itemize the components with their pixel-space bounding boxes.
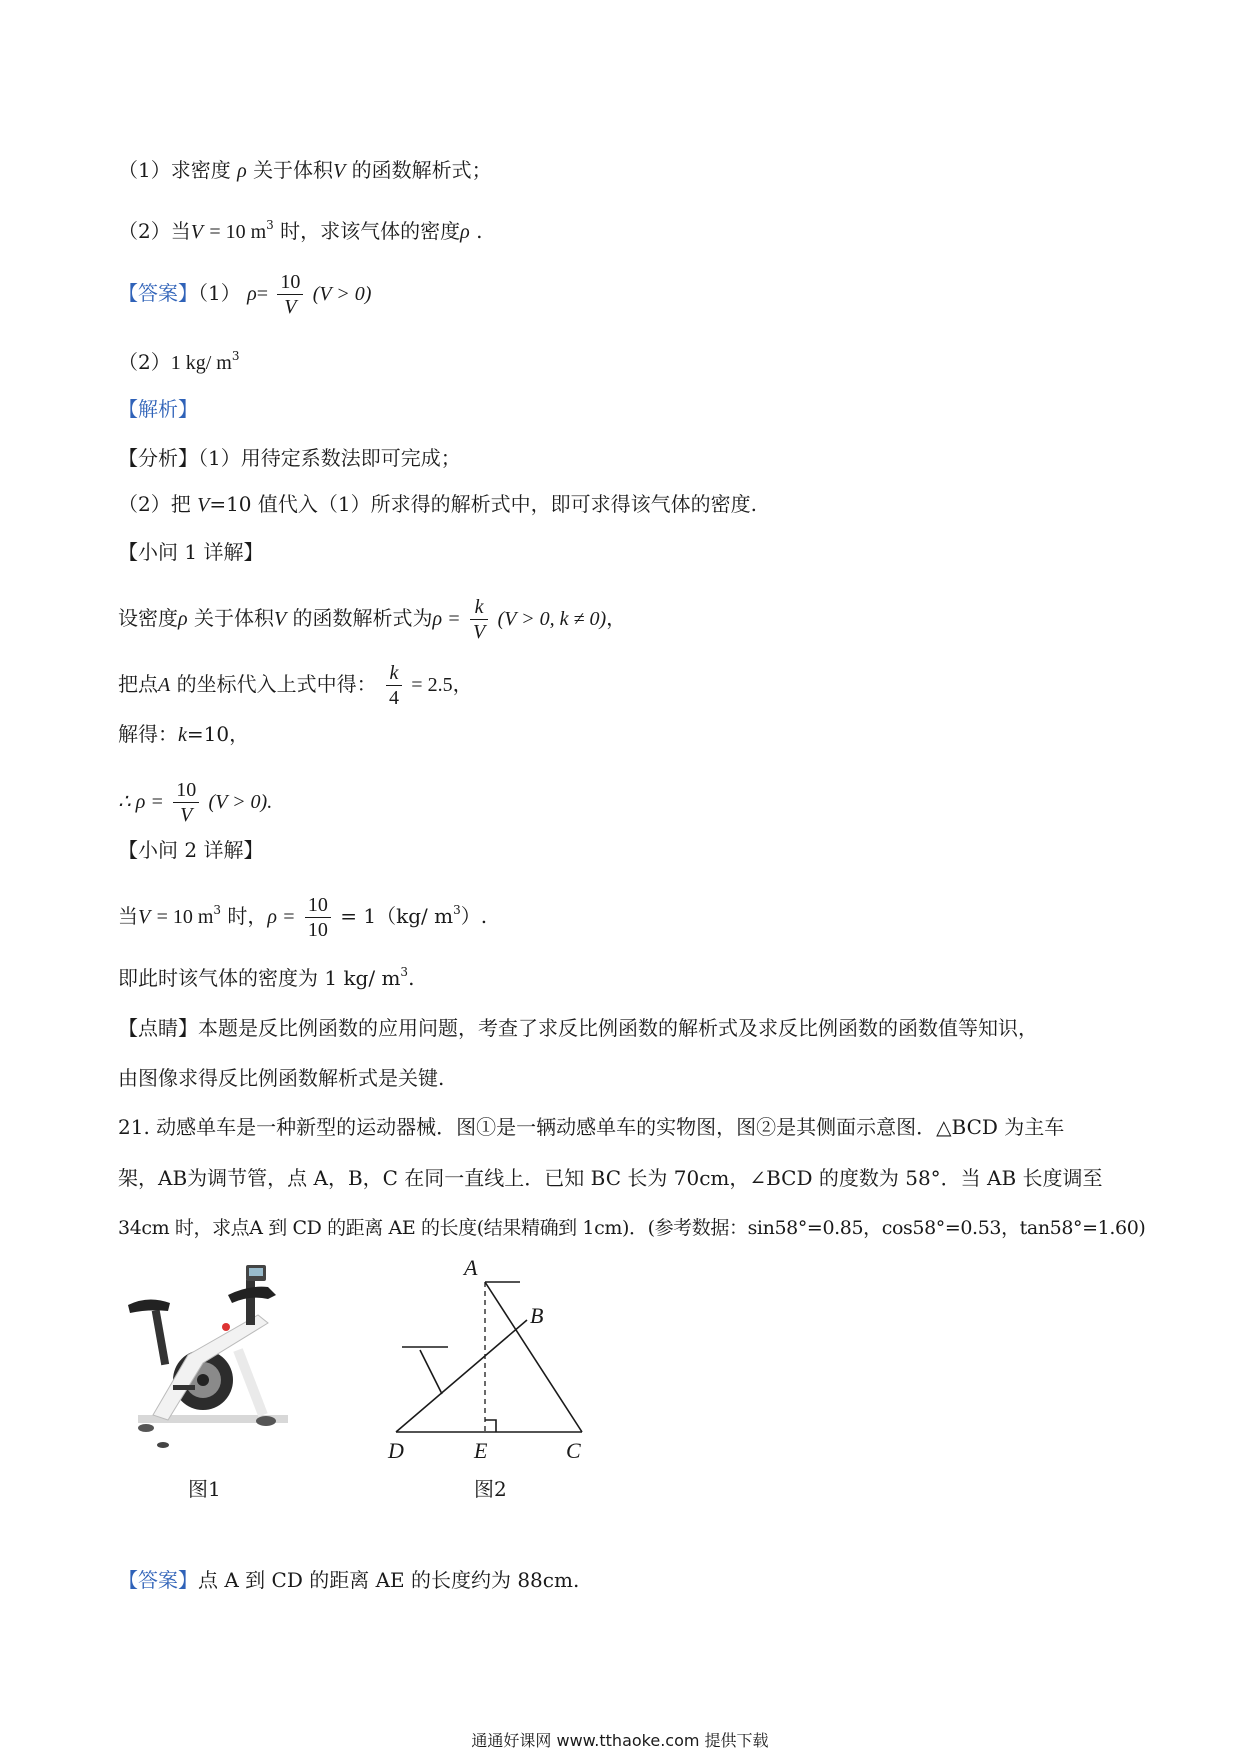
- exercise-bike-image: [118, 1255, 318, 1450]
- figure2-caption: 图2: [474, 1477, 507, 1501]
- fraction: $\frac{10}{V}$: [277, 270, 303, 319]
- label-d: D: [388, 1438, 404, 1463]
- sub2-line2: 即此时该气体的密度为 1 kg/ $m^3$.: [118, 965, 415, 990]
- analysis-tag: 【解析】: [118, 397, 198, 421]
- q21-line1: 21. 动感单车是一种新型的运动器械．图①是一辆动感单车的实物图，图②是其侧面示意图．△BCD 为主车: [118, 1115, 1065, 1139]
- sub2-title: 【小问 2 详解】: [118, 838, 264, 862]
- fraction: $\frac{10}{10}$: [305, 893, 331, 942]
- dianjing-line1: 【点睛】本题是反比例函数的应用问题，考查了求反比例函数的解析式及求反比例函数的函数值等知识，: [118, 1016, 1038, 1040]
- geometry-diagram: [380, 1250, 610, 1465]
- q20-part1: （1）求密度 ρ 关于体积V 的函数解析式；: [118, 158, 492, 182]
- sub1-title: 【小问 1 详解】: [118, 540, 264, 564]
- q20-part2: （2）当V = 10 $m^3$ 时，求该气体的密度ρ .: [118, 218, 483, 243]
- figure1-caption: 图1: [188, 1477, 221, 1501]
- q21-answer: 【答案】点 A 到 CD 的距离 AE 的长度约为 88cm.: [118, 1568, 580, 1592]
- dianjing-line2: 由图像求得反比例函数解析式是关键.: [118, 1066, 445, 1090]
- q20-answer-1: 【答案】（1） ρ= $\frac{10}{V}$ (V > 0): [118, 271, 372, 318]
- page-footer: 通通好课网 www.tthaoke.com 提供下载: [471, 1731, 769, 1750]
- fraction: $\frac{10}{V}$: [173, 778, 199, 827]
- sub1-line2: 把点A 的坐标代入上式中得： $\frac{k}{4}$ = 2.5，: [118, 662, 473, 709]
- label-c: C: [566, 1438, 581, 1463]
- q21-line3: 34cm 时，求点A 到 CD 的距离 AE 的长度(结果精确到 1cm)．(参考数据：sin58°=0.85，cos58°=0.53，tan58°=1.60): [118, 1217, 1146, 1239]
- sub1-line3: 解得：k=10，: [118, 722, 250, 746]
- q20-answer-2: （2）1 kg/ $m^3$: [118, 349, 240, 374]
- q21-line2: 架，AB为调节管，点 A，B，C 在同一直线上．已知 BC 长为 70cm，∠BCD 的度数为 58°．当 AB 长度调至: [118, 1166, 1103, 1190]
- label-a: A: [464, 1255, 478, 1280]
- label-e: E: [474, 1438, 488, 1463]
- fenxi-line2: （2）把 V=10 值代入（1）所求得的解析式中，即可求得该气体的密度.: [118, 492, 757, 516]
- sub2-line1: 当V = 10 $m^3$ 时，ρ = $\frac{10}{10}$ = 1（kg/ $m^3$）.: [118, 894, 488, 941]
- fenxi-line1: 【分析】（1）用待定系数法即可完成；: [118, 446, 461, 470]
- fraction: $\frac{k}{4}$: [386, 661, 402, 710]
- sub1-line4: ∴ ρ = $\frac{10}{V}$ (V > 0).: [118, 779, 273, 826]
- fraction: $\frac{k}{V}$: [470, 595, 488, 644]
- label-b: B: [530, 1303, 544, 1328]
- sub1-line1: 设密度ρ 关于体积V 的函数解析式为ρ = $\frac{k}{V}$ (V > 0, k ≠ 0)，: [118, 596, 627, 643]
